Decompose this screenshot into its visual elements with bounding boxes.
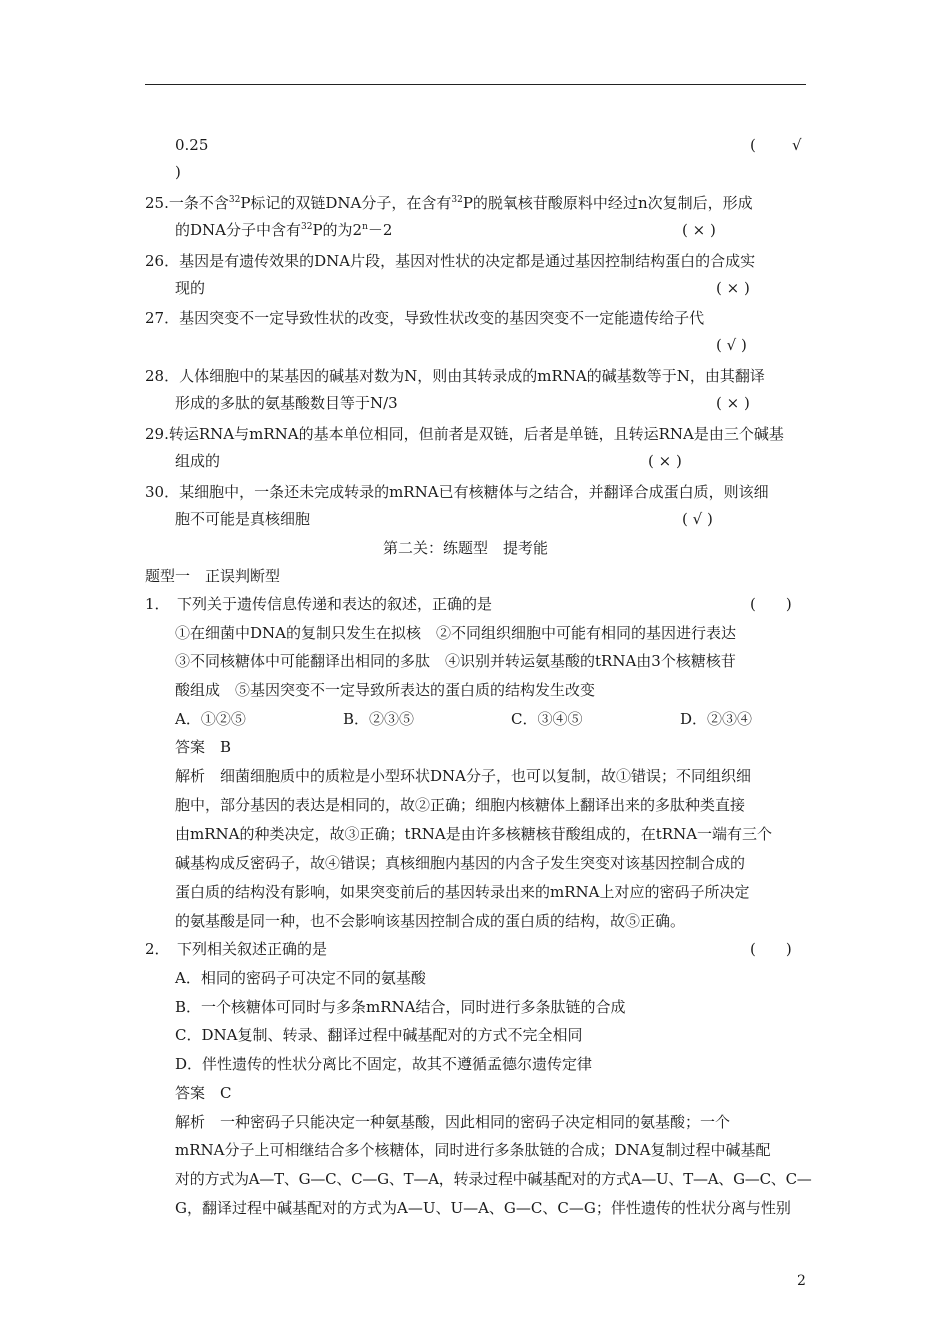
p2-stem: 2． 下列相关叙述正确的是: [145, 940, 328, 958]
p2-explanation-line-4: G，翻译过程中碱基配对的方式为A—U、U—A、G—C、C—G；伴性遗传的性状分离与性别: [175, 1199, 791, 1217]
p1-stem: 1． 下列关于遗传信息传递和表达的叙述，正确的是: [145, 595, 493, 613]
q28-mark: ( × ): [716, 394, 750, 412]
p1-explanation-line-4: 碱基构成反密码子，故④错误；真核细胞内基因的内含子发生突变对该基因控制合成的: [175, 854, 746, 872]
p2-explanation-line-1: 解析 一种密码子只能决定一种氨基酸，因此相同的密码子决定相同的氨基酸；一个: [175, 1113, 731, 1131]
p2-option-d: D．伴性遗传的性状分离比不固定，故其不遵循孟德尔遗传定律: [175, 1055, 593, 1073]
q30-line-2: 胞不可能是真核细胞: [175, 510, 311, 528]
p1-answer-paren: ( ): [750, 595, 792, 613]
p1-answer: 答案 B: [175, 738, 232, 756]
q27-mark: ( √ ): [716, 336, 747, 354]
q26-mark: ( × ): [716, 279, 750, 297]
p1-statement-line-3: 酸组成 ⑤基因突变不一定导致所表达的蛋白质的结构发生改变: [175, 681, 596, 699]
q29-mark: ( × ): [648, 452, 682, 470]
page-number: 2: [797, 1273, 806, 1289]
p2-option-a: A．相同的密码子可决定不同的氨基酸: [175, 969, 426, 987]
q27-line-1: 27．基因突变不一定导致性状的改变，导致性状改变的基因突变不一定能遗传给子代: [145, 309, 705, 327]
q25-line-2: 的DNA分子中含有$^{32}$P的为$2^n-2$: [175, 221, 393, 239]
header-rule: [145, 84, 806, 85]
p1-explanation-line-6: 的氨基酸是同一种，也不会影响该基因控制合成的蛋白质的结构，故⑤正确。: [175, 912, 686, 930]
p2-explanation-line-2: mRNA分子上可相继结合多个核糖体，同时进行多条肽链的合成；DNA复制过程中碱基配: [175, 1141, 771, 1159]
section-title: 第二关：练题型 提考能: [383, 539, 549, 557]
q26-line-1: 26．基因是有遗传效果的DNA片段，基因对性状的决定都是通过基因控制结构蛋白的合成实: [145, 252, 756, 270]
p1-explanation-line-3: 由mRNA的种类决定，故③正确；tRNA是由许多核糖核苷酸组成的，在tRNA一端有三个: [175, 825, 773, 843]
p1-option-d: D．②③④: [680, 710, 753, 728]
q24-mark-open: (: [750, 136, 756, 154]
p2-option-b: B．一个核糖体可同时与多条mRNA结合，同时进行多条肽链的合成: [175, 998, 626, 1016]
p2-answer: 答案 C: [175, 1084, 232, 1102]
q30-line-1: 30．某细胞中，一条还未完成转录的mRNA已有核糖体与之结合，并翻译合成蛋白质，则该细: [145, 483, 769, 501]
q24-mark-check: √: [792, 136, 802, 154]
q25-mark: ( × ): [682, 221, 716, 239]
q29-line-1: 29.转运RNA与mRNA的基本单位相同，但前者是双链，后者是单链，且转运RNA是由三个碱基: [145, 425, 784, 443]
p1-statement-line-2: ③不同核糖体中可能翻译出相同的多肽 ④识别并转运氨基酸的tRNA由3个核糖核苷: [175, 652, 736, 670]
p2-option-c: C．DNA复制、转录、翻译过程中碱基配对的方式不完全相同: [175, 1026, 583, 1044]
q25-line-1: 25.一条不含$^{32}$P标记的双链DNA分子，在含有$^{32}$P的脱氧核苷酸原料中经过n次复制后，形成: [145, 194, 753, 212]
p2-answer-paren: ( ): [750, 940, 792, 958]
type-title: 题型一 正误判断型: [145, 567, 281, 585]
p1-option-c: C．③④⑤: [511, 710, 583, 728]
q29-line-2: 组成的: [175, 452, 221, 470]
q26-line-2: 现的: [175, 279, 206, 297]
q28-line-1: 28．人体细胞中的某基因的碱基对数为N，则由其转录成的mRNA的碱基数等于N，由其翻译: [145, 367, 765, 385]
p1-explanation-line-1: 解析 细菌细胞质中的质粒是小型环状DNA分子，也可以复制，故①错误；不同组织细: [175, 767, 751, 785]
q30-mark: ( √ ): [682, 510, 713, 528]
p1-explanation-line-5: 蛋白质的结构没有影响，如果突变前后的基因转录出来的mRNA上对应的密码子所决定: [175, 883, 750, 901]
p1-option-b: B．②③⑤: [343, 710, 415, 728]
q28-line-2: 形成的多肽的氨基酸数目等于N/3: [175, 394, 398, 412]
q24-tail-text: 0.25: [175, 136, 209, 154]
p2-explanation-line-3: 对的方式为A—T、G—C、C—G、T—A，转录过程中碱基配对的方式A—U、T—A、G—C、C—: [175, 1170, 812, 1188]
p1-option-a: A．①②⑤: [175, 710, 246, 728]
p1-explanation-line-2: 胞中，部分基因的表达是相同的，故②正确；细胞内核糖体上翻译出来的多肽种类直接: [175, 796, 746, 814]
p1-statement-line-1: ①在细菌中DNA的复制只发生在拟核 ②不同组织细胞中可能有相同的基因进行表达: [175, 624, 736, 642]
q24-mark-close: ): [175, 163, 181, 181]
